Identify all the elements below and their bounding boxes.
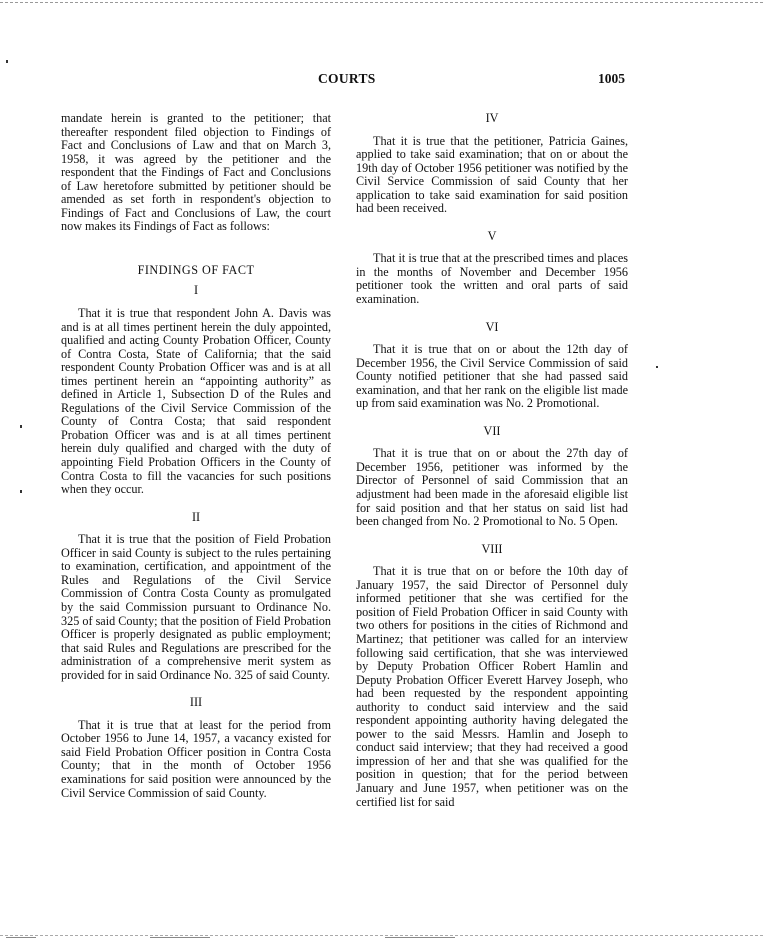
- finding-paragraph-3: That it is true that at least for the period from October 1956 to June 14, 1957, a vacancy existed for said Field Probation Officer position in Contra Costa County; that in the month of October 1956 examinations for said position were announced by the Civil Service Commission of said County.: [61, 717, 331, 800]
- scan-speck: [6, 60, 8, 63]
- finding-numeral-4: IV: [485, 111, 499, 125]
- section-heading: FINDINGS OF FACT: [137, 262, 255, 277]
- finding-numeral-5: V: [487, 228, 497, 243]
- scan-speck: [656, 366, 658, 368]
- page-bottom-edge: [0, 935, 763, 936]
- finding-numeral-6: VI: [485, 319, 499, 334]
- finding-paragraph-8: That it is true that on or before the 10th day of January 1957, the said Director of Personnel duly informed petitioner that she was certified for the position of Field Probation Officer in said County with two others for positions in the cities of Richmond and Martinez; that petitioner was called for an interview following said certification, that she was interviewed by Deputy Probation Officer Robert Hamlin and Deputy Probation Officer Everett Harvey Joseph, who had been requested by the respondent appointing authority to conduct said interview and the said respondent appointing authority having delegated the power to the said Messrs. Hamlin and Joseph to conduct said interview; that they had received a good impression of her and that she was qualified for the position in question; that for the period between January and June 1957, when petitioner was on the certified list for said: [356, 564, 628, 809]
- finding-paragraph-7: That it is true that on or about the 27th day of December 1956, petitioner was informed by the Director of Personnel of said Commission that an adjustment had been made in the aforesaid eligible list for said position and that her status on said list had been changed from No. 2 Promotional to No. 5 Open.: [356, 446, 628, 529]
- right-column: [356, 112, 628, 809]
- finding-paragraph-2: That it is true that the position of Field Probation Officer in said County is subject to the rules pertaining to examination, certification, and appointment of the Rules and Regulations of the Civil Service Commission of Contra Costa County as promulgated by the said Commission pursuant to Ordinance No. 325 of said County; that the position of Field Probation Officer is properly designated as public employment; that said Rules and Regulations are prescribed for the administration of a comprehensive merit system as provided for in said Ordinance No. 325 of said County.: [61, 532, 331, 682]
- finding-paragraph-1: That it is true that respondent John A. Davis was and is at all times pertinent herein the duly appointed, qualified and acting County Probation Officer, County of Contra Costa, State of California; that the said respondent County Probation Officer was and is at all times pertinent herein an “appointing authority” as defined in Article 1, Subsection D of the Rules and Regulations of the Civil Service Commission of the County of Contra Costa; that said respondent Probation Officer was and is at all times pertinent herein duly qualified and charged with the duty of appointing Field Probation Officers in the County of Contra Costa to fill the vacancies for such positions when they occur.: [61, 306, 331, 497]
- finding-numeral-1: I: [193, 283, 199, 298]
- footer-rule: [6, 937, 36, 938]
- finding-paragraph-6: That it is true that on or about the 12th day of December 1956, the Civil Service Commission of said County notified petitioner that she had passed said examination, and that her rank on the eligible list made up from said examination was No. 2 Promotional.: [356, 342, 628, 411]
- finding-numeral-2: II: [191, 509, 201, 524]
- running-head-title: COURTS: [318, 71, 376, 86]
- page-top-edge: [0, 2, 763, 3]
- scan-speck: [20, 490, 22, 493]
- finding-numeral-8: VIII: [481, 541, 503, 556]
- opening-paragraph: mandate herein is granted to the petitioner; that thereafter respondent filed objection to Findings of Fact and Conclusions of Law and that on March 3, 1958, it was agreed by the petitioner and the respondent that the Findings of Fact and Conclusions of Law heretofore submitted by petitioner should be amended as set forth in respondent's objection to Findings of Fact and Conclusions of Law, the court now makes its Findings of Fact as follows:: [61, 111, 331, 234]
- finding-paragraph-4: That it is true that the petitioner, Patricia Gaines, applied to take said examination; that on or about the 19th day of October 1956 petitioner was notified by the Civil Service Commission of said County that her application to take said examination for said position had been received.: [356, 133, 628, 216]
- scan-speck: [20, 425, 22, 428]
- finding-paragraph-5: That it is true that at the prescribed times and places in the months of November and December 1956 petitioner took the written and oral parts of said examination.: [356, 251, 628, 307]
- finding-numeral-7: VII: [483, 423, 501, 438]
- footer-rule: [150, 937, 210, 938]
- footer-rule: [385, 937, 455, 938]
- page-number: 1005: [598, 71, 625, 86]
- running-head: [0, 71, 763, 91]
- finding-numeral-3: III: [189, 695, 203, 710]
- left-column: [61, 112, 331, 800]
